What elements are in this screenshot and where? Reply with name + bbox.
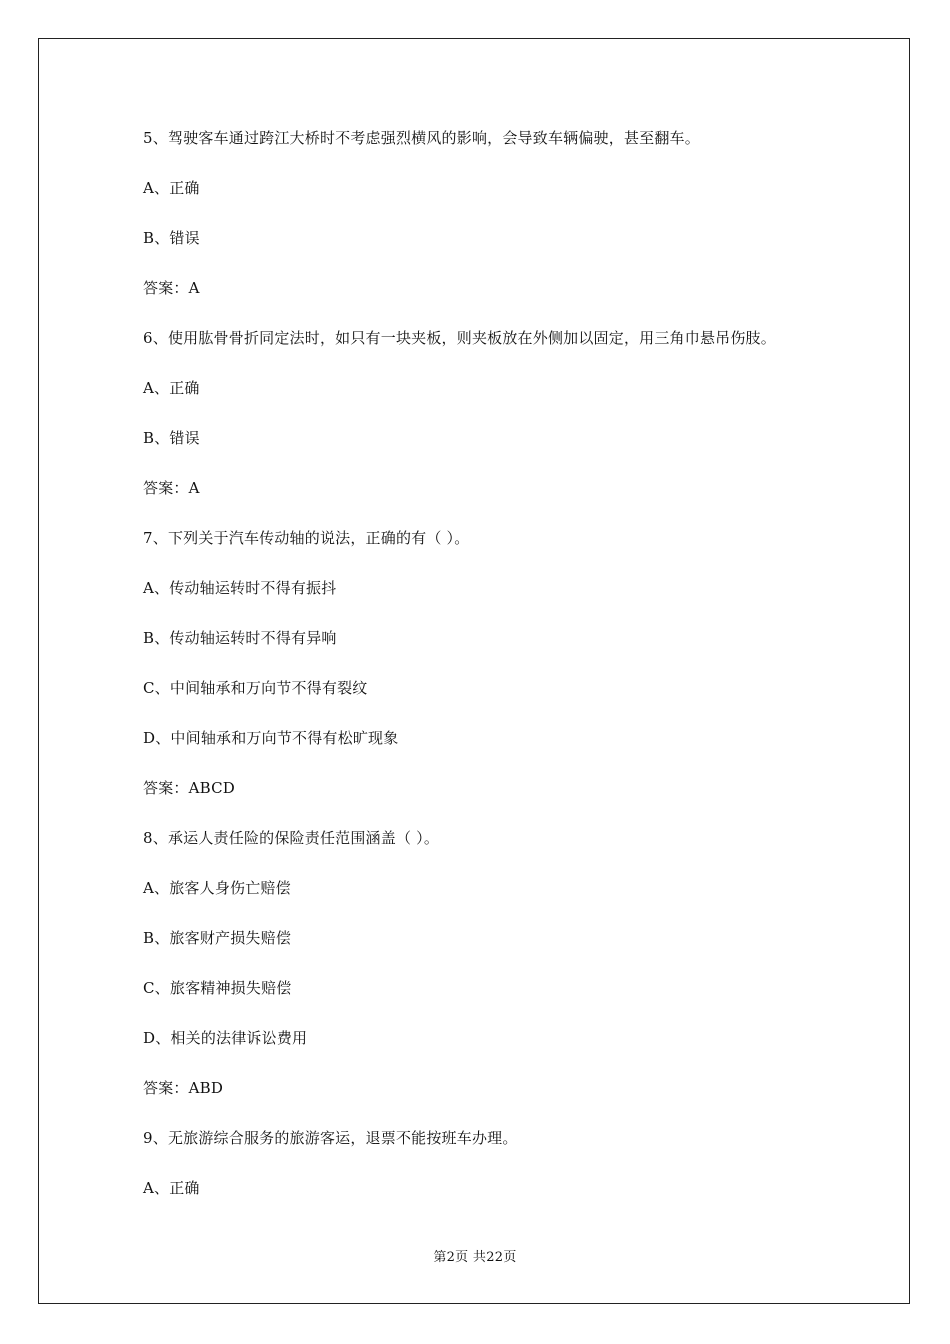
question-8: 8、承运人责任险的保险责任范围涵盖（ ）。 (143, 829, 440, 847)
question-6-option-a: A、正确 (143, 379, 200, 397)
question-7-option-c: C、中间轴承和万向节不得有裂纹 (143, 679, 368, 697)
page-number: 第2页 共22页 (433, 1250, 517, 1265)
question-9: 9、无旅游综合服务的旅游客运，退票不能按班车办理。 (143, 1129, 518, 1147)
question-8-option-c: C、旅客精神损失赔偿 (143, 979, 292, 997)
question-5-option-b: B、错误 (143, 229, 200, 247)
question-6: 6、使用肱骨骨折同定法时，如只有一块夹板，则夹板放在外侧加以固定，用三角巾悬吊伤肢。 (143, 329, 776, 347)
question-5-answer: 答案：A (143, 279, 200, 297)
question-8-answer: 答案：ABD (143, 1079, 224, 1097)
question-8-option-b: B、旅客财产损失赔偿 (143, 929, 292, 947)
question-9-option-a: A、正确 (143, 1179, 200, 1197)
document-body (143, 126, 863, 1226)
question-5: 5、驾驶客车通过跨江大桥时不考虑强烈横风的影响，会导致车辆偏驶，甚至翻车。 (143, 129, 700, 147)
question-7-option-a: A、传动轴运转时不得有振抖 (143, 579, 337, 597)
question-7: 7、下列关于汽车传动轴的说法，正确的有（ ）。 (143, 529, 470, 547)
question-6-answer: 答案：A (143, 479, 200, 497)
question-6-option-b: B、错误 (143, 429, 200, 447)
question-8-option-a: A、旅客人身伤亡赔偿 (143, 879, 291, 897)
question-7-option-b: B、传动轴运转时不得有异响 (143, 629, 337, 647)
question-5-option-a: A、正确 (143, 179, 200, 197)
question-7-answer: 答案：ABCD (143, 779, 236, 797)
question-7-option-d: D、中间轴承和万向节不得有松旷现象 (143, 729, 399, 747)
question-8-option-d: D、相关的法律诉讼费用 (143, 1029, 308, 1047)
